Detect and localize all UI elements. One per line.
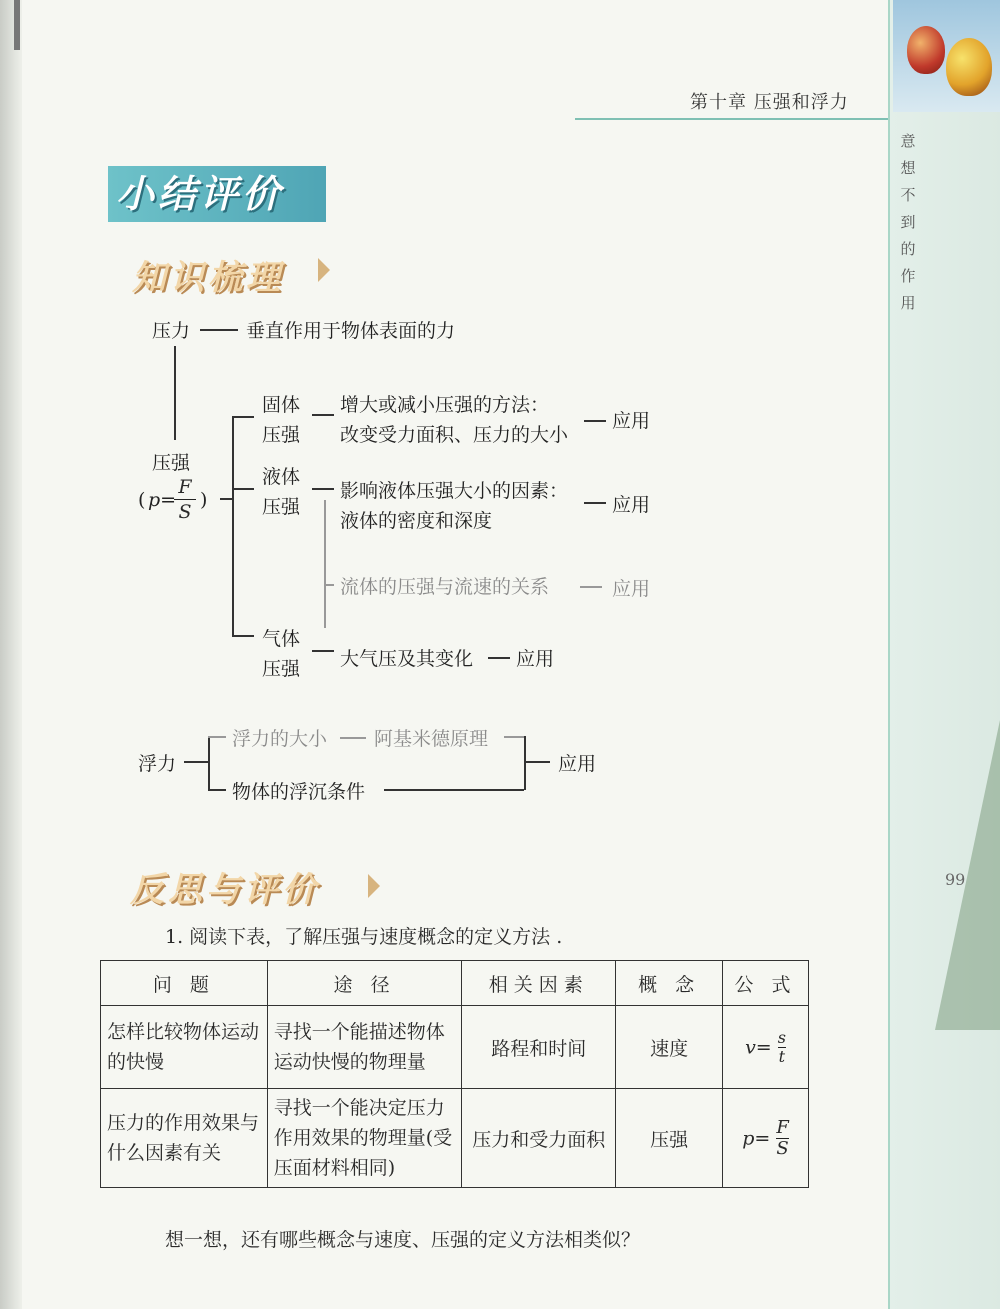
map-connector — [584, 502, 606, 504]
sidebar-vertical-char: 想 — [900, 159, 916, 177]
table-row — [101, 1006, 809, 1089]
map-connector — [584, 420, 606, 422]
table-header: 问 题 — [101, 961, 268, 1006]
map-bracket — [324, 500, 326, 628]
map-connector — [504, 736, 524, 738]
section-title-reflection: 反思与评价 — [130, 870, 320, 910]
table-header: 概 念 — [616, 961, 723, 1006]
table-cell-concept: 压强 — [616, 1089, 723, 1188]
sidebar-vertical-char: 用 — [900, 294, 916, 312]
map-bracket — [524, 736, 526, 790]
map-connector — [208, 789, 226, 791]
table-cell-formula — [723, 1006, 809, 1089]
map-connector — [524, 761, 550, 763]
reflection-question: 想一想，还有哪些概念与速度、压强的定义方法相类似？ — [165, 1229, 641, 1251]
sidebar-vertical-char: 不 — [900, 186, 916, 204]
map-liquid-pressure: 压强 — [262, 496, 301, 518]
map-archimedes: 阿基米德原理 — [374, 728, 489, 750]
formula-denominator: S — [776, 1137, 789, 1159]
map-gas-pressure: 压强 — [262, 658, 301, 680]
map-connector — [488, 657, 510, 659]
map-solid: 固体 — [262, 394, 301, 416]
table-cell-approach: 寻找一个能描述物体运动快慢的物理量 — [267, 1006, 462, 1089]
table-cell-question: 压力的作用效果与什么因素有关 — [101, 1089, 268, 1188]
map-connector — [340, 737, 366, 739]
map-bracket — [208, 736, 210, 790]
map-connector — [312, 650, 334, 652]
map-pressure-force: 压力 — [152, 320, 191, 342]
formula-numerator: F — [776, 1116, 789, 1138]
table-header: 公 式 — [723, 961, 809, 1006]
map-connector — [232, 635, 254, 637]
map-connector — [208, 736, 226, 738]
map-connector — [184, 761, 208, 763]
map-formula-open: ( — [138, 489, 146, 511]
table-cell-formula — [723, 1089, 809, 1188]
map-apply: 应用 — [612, 494, 651, 516]
sidebar-vertical-char: 到 — [900, 213, 916, 231]
title-arrow-icon — [368, 874, 380, 898]
map-connector — [312, 414, 334, 416]
formula-denominator: t — [778, 1046, 786, 1066]
page-number: 99 — [945, 870, 966, 889]
map-pressure: 压强 — [152, 452, 191, 474]
map-apply: 应用 — [558, 753, 597, 775]
map-formula-p: p= — [148, 489, 177, 511]
table-row — [101, 1089, 809, 1188]
sidebar-vertical-char: 的 — [900, 240, 916, 258]
section-title-summary: 小结评价 — [108, 166, 326, 222]
formula-lhs: p= — [742, 1127, 771, 1149]
sidebar-vertical-text — [897, 128, 919, 317]
table-cell-concept: 速度 — [616, 1006, 723, 1089]
table-cell-factors: 路程和时间 — [462, 1006, 616, 1089]
map-connector — [312, 488, 334, 490]
formula-numerator: s — [777, 1027, 786, 1047]
map-solid-desc-2: 改变受力面积、压力的大小 — [340, 424, 569, 446]
table-cell-approach: 寻找一个能决定压力作用效果的物理量(受压面材料相同) — [267, 1089, 462, 1188]
map-connector — [200, 329, 238, 331]
map-fluid-desc: 流体的压强与流速的关系 — [340, 576, 550, 598]
map-solid-desc-1: 增大或减小压强的方法： — [340, 394, 550, 416]
page-binding — [0, 0, 22, 1309]
map-apply: 应用 — [516, 648, 555, 670]
map-connector — [324, 584, 334, 586]
map-connector — [232, 488, 254, 490]
map-apply: 应用 — [612, 410, 651, 432]
map-formula-num: F — [178, 476, 192, 498]
map-connector — [384, 789, 524, 791]
chapter-header: 第十章 压强和浮力 — [690, 92, 849, 113]
hot-air-balloon-icon — [946, 38, 992, 96]
binding-mark — [14, 0, 20, 50]
formula-fraction — [776, 1118, 789, 1159]
map-formula-close: ) — [200, 489, 208, 511]
sidebar-vertical-char: 意 — [900, 132, 916, 150]
map-buoyancy-size: 浮力的大小 — [232, 728, 328, 750]
exercise-intro: 1. 阅读下表，了解压强与速度概念的定义方法 . — [165, 926, 563, 948]
map-buoyancy: 浮力 — [138, 753, 177, 775]
table-header-row — [101, 961, 809, 1006]
map-gas: 气体 — [262, 628, 301, 650]
formula-lhs: v= — [745, 1036, 772, 1058]
map-formula-fraction — [174, 476, 196, 523]
map-connector — [232, 416, 254, 418]
formula-fraction — [778, 1029, 786, 1066]
map-liquid: 液体 — [262, 466, 301, 488]
map-float-condition: 物体的浮沉条件 — [232, 781, 366, 803]
map-liquid-desc-2: 液体的密度和深度 — [340, 510, 493, 532]
map-liquid-desc-1: 影响液体压强大小的因素： — [340, 480, 569, 502]
map-bracket — [232, 416, 234, 636]
table-header: 相关因素 — [462, 961, 616, 1006]
map-formula-den: S — [178, 501, 192, 523]
table-header: 途 径 — [267, 961, 462, 1006]
map-connector — [174, 346, 176, 440]
sidebar-vertical-char: 作 — [900, 267, 916, 285]
table-cell-factors: 压力和受力面积 — [462, 1089, 616, 1188]
map-solid-pressure: 压强 — [262, 424, 301, 446]
map-gas-desc: 大气压及其变化 — [340, 648, 474, 670]
hot-air-balloon-icon — [907, 26, 945, 74]
header-rule — [575, 118, 890, 120]
map-connector — [220, 498, 232, 500]
comparison-table — [100, 960, 809, 1188]
table-cell-question: 怎样比较物体运动的快慢 — [101, 1006, 268, 1089]
map-connector — [580, 586, 602, 588]
map-pressure-force-def: 垂直作用于物体表面的力 — [246, 320, 456, 342]
section-title-knowledge: 知识梳理 — [132, 258, 284, 298]
map-apply: 应用 — [612, 578, 651, 600]
title-arrow-icon — [318, 258, 330, 282]
